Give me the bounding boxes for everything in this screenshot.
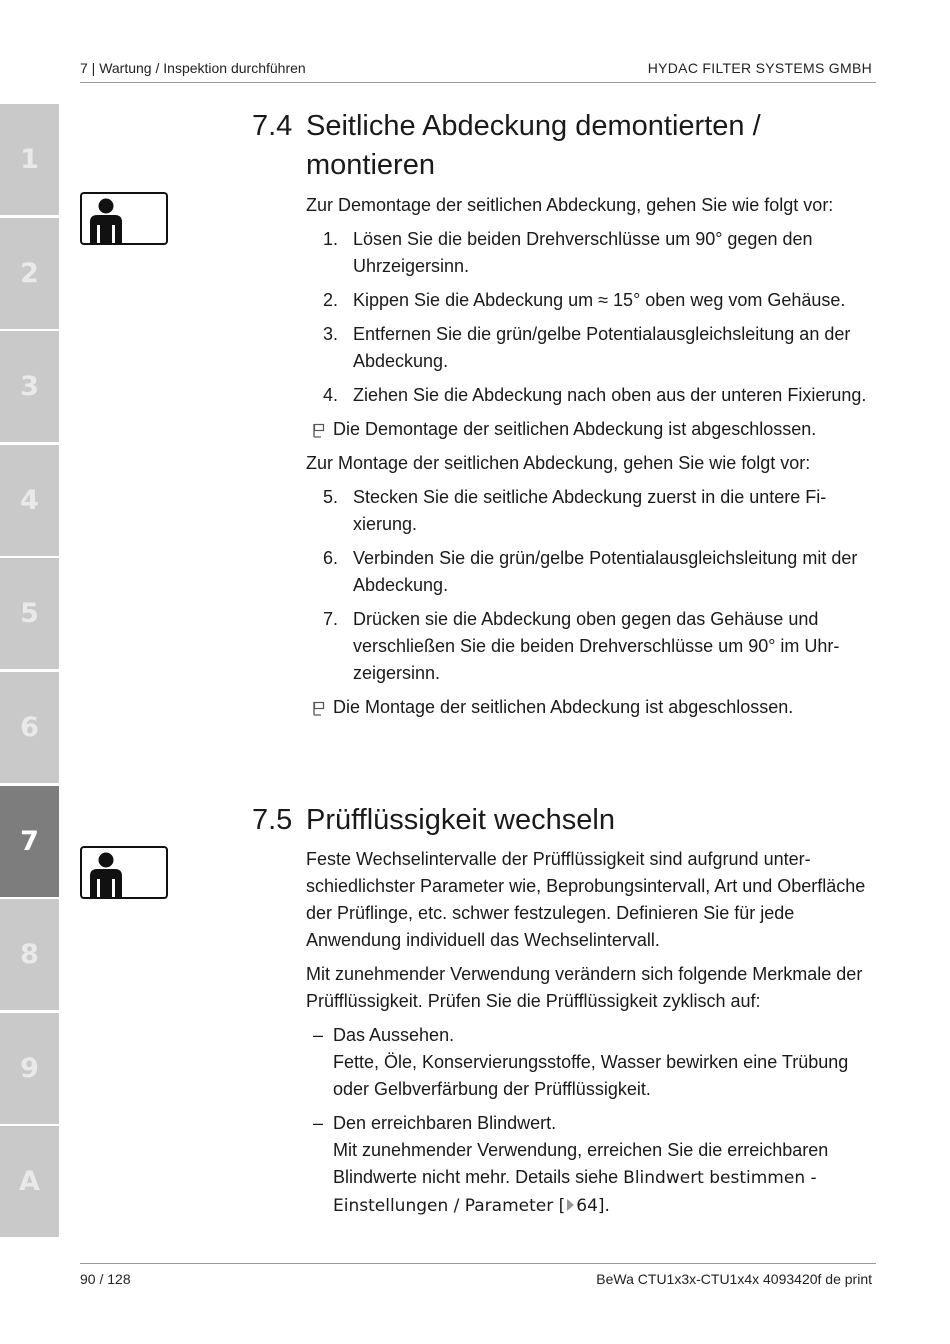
step-text: Verbinden Sie die grün/gelbe Potentialausgleichsleitung mit der Abdeckung. <box>353 548 858 595</box>
paragraph: Feste Wechselintervalle der Prüfflüssigkeit sind aufgrund unterschiedlichster Parameter wie, Beprobungsintervall, Art und Oberfläche der Prüflinge, etc. schwer festzulegen. Definieren Sie für jede Anwendung individuell das Wechselintervall. <box>306 849 866 950</box>
result-montage <box>306 694 874 721</box>
step-item <box>306 484 874 538</box>
result-text: Die Demontage der seitlichen Abdeckung ist abgeschlossen. <box>333 419 817 439</box>
reference-arrow-icon <box>567 1199 574 1211</box>
step-text: Lösen Sie die beiden Drehverschlüsse um 90° gegen den Uhrzeigersinn. <box>353 229 813 276</box>
step-item <box>306 382 874 409</box>
result-text: Die Montage der seitlichen Abdeckung ist abgeschlossen. <box>333 697 794 717</box>
step-number: 5. <box>323 487 339 507</box>
chapter-tabs <box>0 104 59 1240</box>
chapter-tab-a[interactable] <box>0 1126 59 1237</box>
step-text: Ziehen Sie die Abdeckung nach oben aus der unteren Fixierung. <box>353 385 867 405</box>
chapter-tab-9[interactable] <box>0 1013 59 1124</box>
section-number: 7.5 <box>252 804 293 836</box>
step-number: 2. <box>323 290 339 310</box>
bullet-head: Das Aussehen. <box>333 1025 455 1045</box>
section-7-5-title <box>252 801 615 840</box>
result-flag-icon <box>312 423 326 438</box>
chapter-tab-label: 7 <box>20 825 39 857</box>
result-flag-icon <box>312 701 326 716</box>
section-title-line2: montieren <box>306 149 435 181</box>
bullet-detail: Fette, Öle, Konservierungsstoffe, Wasser bewirken eine Trübung oder Gelbverfärbung der Prüfflüssigkeit. <box>333 1052 849 1099</box>
step-item <box>306 606 874 687</box>
chapter-tab-1[interactable] <box>0 104 59 215</box>
chapter-tab-5[interactable] <box>0 558 59 669</box>
result-demontage <box>306 416 874 443</box>
page-header <box>80 58 876 83</box>
chapter-tab-label: 5 <box>20 598 39 630</box>
section-7-5-body <box>306 846 874 1220</box>
chapter-tab-label: 8 <box>20 939 39 971</box>
bullet-detail <box>333 1137 874 1220</box>
step-text: Drücken sie die Abdeckung oben gegen das Gehäuse und verschließen Sie die beiden Drehverschlüsse um 90° im Uhrzeigersinn. <box>353 609 840 683</box>
step-item <box>306 545 874 599</box>
chapter-tab-label: 4 <box>20 484 39 516</box>
section-7-4-body <box>306 192 874 721</box>
section-7-4-title <box>252 107 761 185</box>
header-company: HYDAC FILTER SYSTEMS GMBH <box>647 60 872 76</box>
chapter-tab-label: A <box>19 1166 40 1198</box>
bullet-item <box>306 1022 874 1103</box>
bullet-item <box>306 1110 874 1220</box>
cross-reference-text: Blindwert bestimmen - Einstellungen / Parameter [ <box>333 1168 817 1216</box>
step-number: 4. <box>323 385 339 405</box>
step-text: Kippen Sie die Abdeckung um ≈ 15° oben weg vom Gehäuse. <box>353 290 846 310</box>
page-footer <box>80 1263 876 1294</box>
dash-bullet: – <box>313 1113 324 1133</box>
document-id: BeWa CTU1x3x-CTU1x4x 4093420f de print <box>596 1271 872 1287</box>
bullet-head: Den erreichbaren Blindwert. <box>333 1113 557 1133</box>
step-number: 1. <box>323 229 339 249</box>
step-item <box>306 226 874 280</box>
step-item <box>306 287 874 314</box>
step-number: 7. <box>323 609 339 629</box>
person-icon <box>80 192 168 245</box>
section-title: Prüfflüssigkeit wechseln <box>306 804 615 836</box>
chapter-tab-3[interactable] <box>0 331 59 442</box>
section-number: 7.4 <box>252 110 293 142</box>
chapter-tab-4[interactable] <box>0 445 59 556</box>
chapter-tab-2[interactable] <box>0 218 59 329</box>
step-text: Entfernen Sie die grün/gelbe Potentialausgleichsleitung an der Abdeckung. <box>353 324 851 371</box>
chapter-tab-label: 1 <box>20 144 39 175</box>
chapter-tab-7[interactable] <box>0 786 59 897</box>
intro-demontage: Zur Demontage der seitlichen Abdeckung, gehen Sie wie folgt vor: <box>306 195 834 215</box>
chapter-tab-label: 2 <box>20 257 39 289</box>
bullet-detail-text: Mit zunehmender Verwendung, erreichen Sie die erreichbaren Blindwerte nicht mehr. Details siehe <box>333 1140 829 1187</box>
chapter-tab-6[interactable] <box>0 672 59 783</box>
step-item <box>306 321 874 375</box>
page-number: 90 / 128 <box>80 1271 131 1287</box>
chapter-tab-label: 9 <box>20 1052 39 1084</box>
section-title-line1: Seitliche Abdeckung demontierten / <box>306 110 761 142</box>
intro-montage: Zur Montage der seitlichen Abdeckung, gehen Sie wie folgt vor: <box>306 453 811 473</box>
step-number: 6. <box>323 548 339 568</box>
paragraph: Mit zunehmender Verwendung verändern sich folgende Merkmale der Prüfflüssigkeit. Prüfen Sie die Prüfflüssigkeit zyklisch auf: <box>306 964 863 1011</box>
chapter-tab-8[interactable] <box>0 899 59 1010</box>
cross-reference-page: 64]. <box>576 1196 610 1216</box>
step-number: 3. <box>323 324 339 344</box>
person-icon <box>80 846 168 899</box>
header-chapter: 7 | Wartung / Inspektion durchführen <box>80 60 306 76</box>
chapter-tab-label: 6 <box>20 711 39 743</box>
dash-bullet: – <box>313 1025 324 1045</box>
chapter-tab-label: 3 <box>20 371 39 403</box>
step-text: Stecken Sie die seitliche Abdeckung zuerst in die untere Fixierung. <box>353 487 827 534</box>
